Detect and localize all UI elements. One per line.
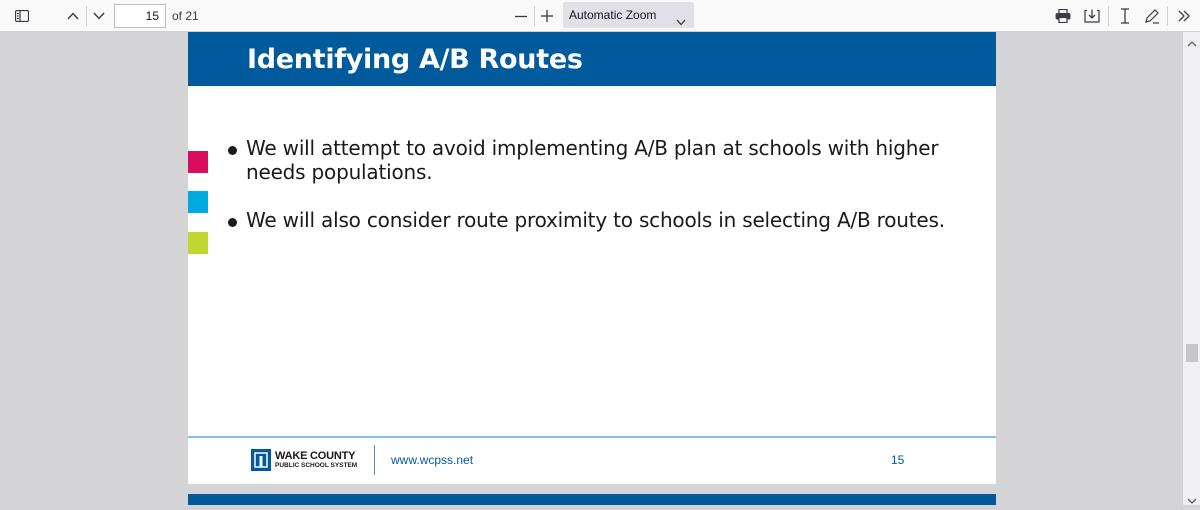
zoom-in-button[interactable] <box>535 4 559 28</box>
sidebar-toggle-icon <box>15 10 29 22</box>
accent-square-lime <box>188 232 208 254</box>
plus-icon <box>541 10 553 22</box>
pdf-toolbar <box>0 0 1200 32</box>
text-cursor-icon <box>1120 8 1130 24</box>
bullet-dot-icon <box>228 146 237 155</box>
next-slide-page <box>188 494 996 505</box>
pen-icon <box>1144 8 1160 24</box>
chevron-up-icon <box>67 12 79 20</box>
bullet-dot-icon <box>228 218 237 227</box>
double-chevron-right-icon <box>1177 10 1191 22</box>
logo-line2: PUBLIC SCHOOL SYSTEM <box>275 461 358 469</box>
bullet-item <box>226 136 946 184</box>
scroll-down-icon[interactable] <box>1187 492 1197 502</box>
text-tool-button[interactable] <box>1113 4 1137 28</box>
wcpss-logo-icon <box>251 449 271 471</box>
footer-divider <box>188 436 996 438</box>
vertical-scrollbar[interactable] <box>1182 32 1200 505</box>
page-number-input[interactable] <box>114 4 166 28</box>
logo-line1: WAKE COUNTY <box>275 449 356 462</box>
zoom-select[interactable] <box>563 2 694 28</box>
more-tools-button[interactable] <box>1172 4 1196 28</box>
document-viewer[interactable] <box>0 32 1182 505</box>
slide-header <box>188 32 996 86</box>
page-count-label: of 21 <box>172 9 199 23</box>
footer-separator <box>374 445 375 475</box>
bullet-text: We will attempt to avoid implementing A/B plan at schools with higher needs populations. <box>246 136 939 184</box>
zoom-out-button[interactable] <box>509 4 533 28</box>
wcpss-logo <box>251 449 357 471</box>
scroll-up-icon[interactable] <box>1187 35 1197 45</box>
minus-icon <box>515 10 527 22</box>
chevron-down-icon <box>93 12 105 20</box>
slide-page <box>188 32 996 484</box>
sidebar-toggle-button[interactable] <box>10 4 34 28</box>
print-button[interactable] <box>1051 4 1075 28</box>
bullet-item <box>226 208 946 232</box>
scrollbar-thumb[interactable] <box>1186 344 1198 362</box>
printer-icon <box>1055 9 1071 23</box>
slide-title: Identifying A/B Routes <box>247 44 583 75</box>
accent-square-pink <box>188 151 208 173</box>
next-page-button[interactable] <box>87 4 111 28</box>
footer-url: www.wcpss.net <box>391 453 474 467</box>
save-button[interactable] <box>1080 4 1104 28</box>
bullet-list <box>226 136 946 256</box>
bullet-text: We will also consider route proximity to schools in selecting A/B routes. <box>246 208 945 232</box>
zoom-select-value: Automatic Zoom <box>569 8 657 22</box>
download-icon <box>1084 9 1100 23</box>
slide-page-number: 15 <box>891 453 905 467</box>
previous-page-button[interactable] <box>61 4 85 28</box>
accent-square-cyan <box>188 191 208 213</box>
draw-tool-button[interactable] <box>1140 4 1164 28</box>
